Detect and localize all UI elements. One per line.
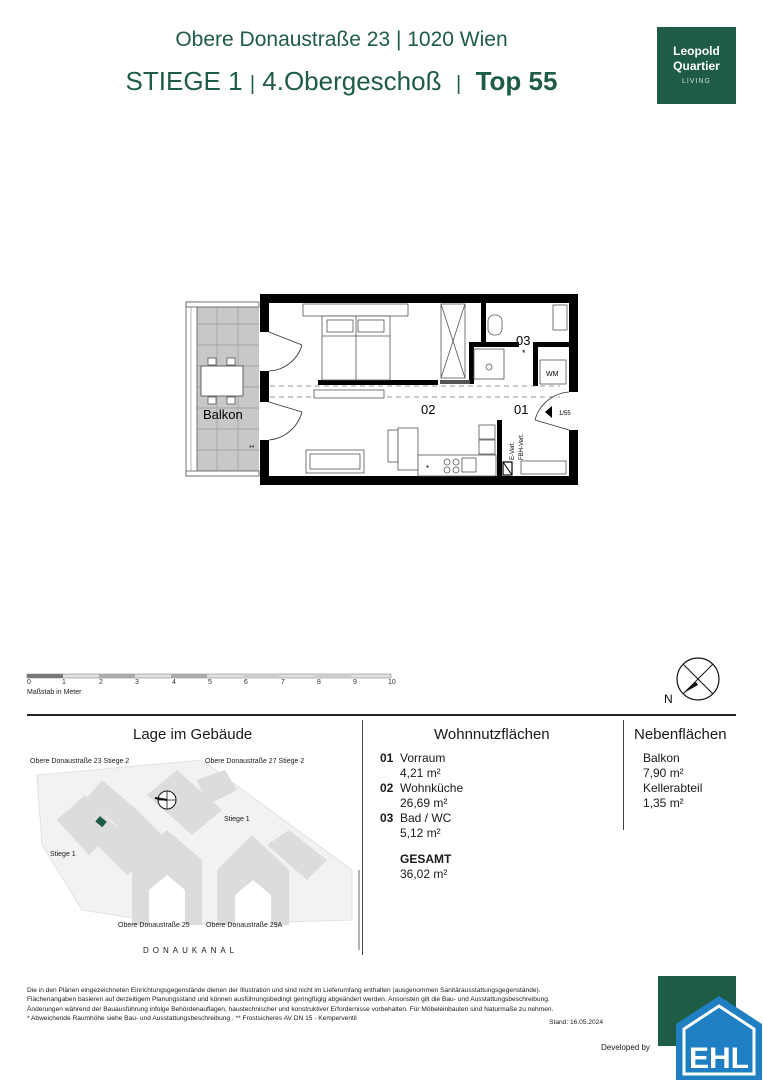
bed xyxy=(303,304,408,380)
site-label: DONAUKANAL xyxy=(143,946,239,955)
room-name: Wohnküche xyxy=(400,781,464,795)
wardrobe xyxy=(441,304,465,378)
total-label: GESAMT xyxy=(400,852,452,866)
title-separator: | xyxy=(455,73,462,95)
address-line: Obere Donaustraße 23 | 1020 Wien xyxy=(175,28,508,51)
title-separator: | xyxy=(249,73,256,95)
room-area: 26,69 m² xyxy=(400,796,448,810)
disclaimer-line: * Abweichende Raumhöhe siehe Bau- und Ausstattungsbeschreibung . ** Frostsicheres AV DN 15 - Kemperventil xyxy=(27,1015,357,1023)
scale-tick: 5 xyxy=(208,679,212,686)
secondary-name: Kellerabteil xyxy=(643,781,703,795)
site-label: Obere Donaustraße 29A xyxy=(206,922,283,929)
ehl-logo xyxy=(676,994,763,1080)
room-02-label: 02 xyxy=(421,402,436,417)
compass-north-label: N xyxy=(664,692,673,706)
room-name: Bad / WC xyxy=(400,811,452,825)
title-stair: STIEGE 1 xyxy=(125,66,243,96)
list-item xyxy=(380,781,463,796)
room-number: 01 xyxy=(380,751,394,765)
room-number: 03 xyxy=(380,811,394,825)
logo-text-2: Quartier xyxy=(673,59,720,73)
secondary-name: Balkon xyxy=(643,751,680,765)
list-item xyxy=(380,751,463,766)
nebenflaechen-list xyxy=(643,751,702,811)
scale-tick: 6 xyxy=(244,679,248,686)
section-wohn-title: Wohnnutzflächen xyxy=(434,726,550,743)
wardrobe-entry xyxy=(521,461,566,474)
fbh-vert-label: FBH-Vert. xyxy=(519,433,525,460)
room-name: Vorraum xyxy=(400,751,446,765)
secondary-area: 7,90 m² xyxy=(643,766,684,780)
entrance-marker xyxy=(545,406,552,418)
balcony-table xyxy=(201,366,243,396)
room-area: 4,21 m² xyxy=(400,766,441,780)
balkon-label: Balkon xyxy=(203,407,243,422)
scale-tick: 0 xyxy=(27,679,31,686)
date-stamp: Stand: 16.05.2024 xyxy=(549,1019,603,1026)
logo-text-1: Leopold xyxy=(673,44,720,58)
scale-tick: 4 xyxy=(172,679,176,686)
sofa xyxy=(306,450,364,473)
column-divider xyxy=(362,720,363,955)
site-map xyxy=(27,750,362,960)
section-lage-title: Lage im Gebäude xyxy=(133,726,253,743)
compass-icon xyxy=(660,652,725,712)
room-01-label: 01 xyxy=(514,402,529,417)
scale-tick: 1 xyxy=(62,679,66,686)
scale-tick: 9 xyxy=(353,679,357,686)
e-vert-label: E-Vert. xyxy=(510,441,516,460)
logo-text-3: LIVING xyxy=(682,78,711,85)
developed-by-label: Developed by xyxy=(601,1043,650,1052)
site-label: Obere Donaustraße 23 Stiege 2 xyxy=(30,758,130,765)
title-top: Top 55 xyxy=(475,66,558,96)
site-label: Obere Donaustraße 27 Stiege 2 xyxy=(205,758,305,765)
site-label: Obere Donaustraße 25 xyxy=(118,922,190,929)
disclaimer-line: Die in den Plänen eingezeichneten Einrichtungsgegenstände dienen der Illustration und sind nicht im Lieferumfang enthalten (ausgenommen Sanitärausstattungsgegenstände). xyxy=(27,987,541,994)
wohnflaechen-list xyxy=(380,751,463,882)
site-label: Stiege 1 xyxy=(224,816,250,823)
ceiling-height-marker: * xyxy=(522,348,526,358)
total-area: 36,02 m² xyxy=(400,867,448,881)
door-ref: 1/55 xyxy=(559,411,571,417)
scale-tick: 8 xyxy=(317,679,321,686)
room-number: 02 xyxy=(380,781,394,795)
disclaimer-line: Änderungen während der Bauausführung infolge Behördenauflagen, haustechnischer und konstruktiver Erfordernisse vorbehalten. Für Möbeleinbauten sind Naturmaße zu nehmen. xyxy=(27,1005,554,1013)
column-divider xyxy=(623,720,624,830)
sideboard xyxy=(314,390,384,398)
list-item xyxy=(380,811,463,826)
site-label: Stiege 1 xyxy=(50,851,76,858)
balcony-area xyxy=(186,302,259,476)
scale-tick: 10 xyxy=(388,679,396,686)
room-area: 5,12 m² xyxy=(400,826,441,840)
title-floor: 4.Obergeschoß xyxy=(262,66,442,96)
frost-marker: ** xyxy=(249,445,255,452)
scale-caption: Maßstab in Meter xyxy=(27,689,82,696)
kitchen-star: * xyxy=(426,464,430,473)
disclaimer xyxy=(27,986,602,1024)
scale-tick: 7 xyxy=(281,679,285,686)
scale-tick: 2 xyxy=(99,679,103,686)
secondary-area: 1,35 m² xyxy=(643,796,684,810)
scale-tick: 3 xyxy=(135,679,139,686)
room-03-label: 03 xyxy=(516,333,531,348)
ehl-text: EHL xyxy=(689,1042,749,1075)
washing-machine-label: WM xyxy=(546,371,559,378)
kitchen xyxy=(388,425,496,476)
disclaimer-line: Flächenangaben basieren auf derzeitigem Planungsstand und können ausführungsbedingt geringfügig abgeändert werden. Ansonsten gilt die Bau- und Ausstattungsbeschreibung. xyxy=(27,996,550,1004)
section-divider xyxy=(27,714,736,716)
section-neben-title: Nebenflächen xyxy=(634,726,727,743)
